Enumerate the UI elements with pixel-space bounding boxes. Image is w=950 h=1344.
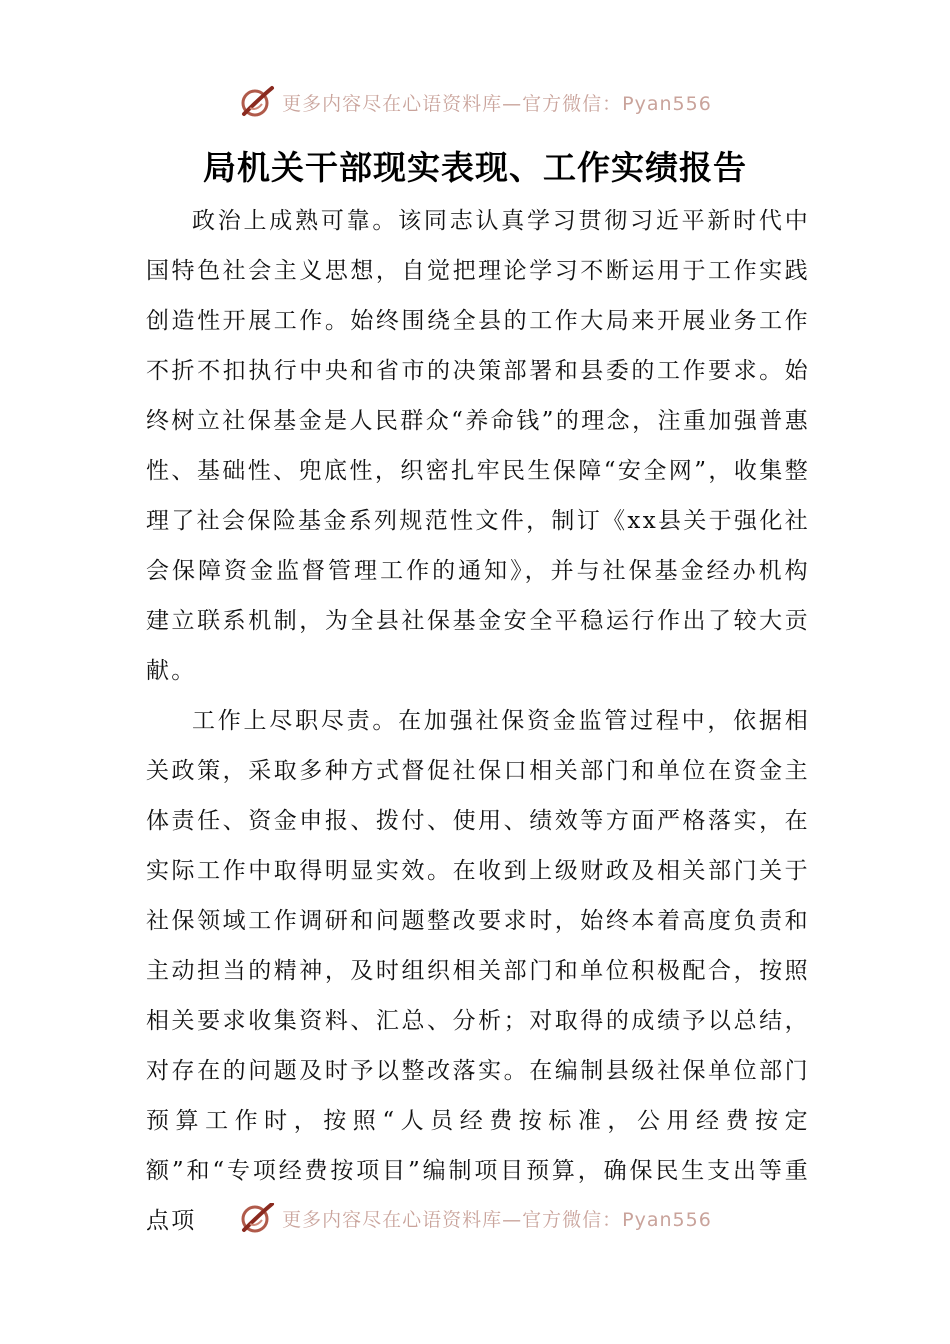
brush-pen-logo-icon [238,84,276,120]
header-watermark-banner [0,82,950,122]
document-body [146,196,810,1246]
header-watermark-text: 更多内容尽在心语资料库—官方微信：Pyan556 [282,92,712,115]
footer-watermark-banner [0,1203,950,1237]
paragraph-political: 政治上成熟可靠。该同志认真学习贯彻习近平新时代中国特色社会主义思想，自觉把理论学习不断运用于工作实践创造性开展工作。始终围绕全县的工作大局来开展业务工作不折不扣执行中央和省市的决策部署和县委的工作要求。始终树立社保基金是人民群众“养命钱”的理念，注重加强普惠性、基础性、兜底性，织密扎牢民生保障“安全网”，收集整理了社会保险基金系列规范性文件，制订《xx县关于强化社会保障资金监督管理工作的通知》，并与社保基金经办机构建立联系机制，为全县社保基金安全平稳运行作出了较大贡献。 [146,208,810,684]
document-title: 局机关干部现实表现、工作实绩报告 [203,148,747,187]
footer-watermark-text: 更多内容尽在心语资料库—官方微信：Pyan556 [282,1208,712,1231]
paragraph-work: 工作上尽职尽责。在加强社保资金监管过程中，依据相关政策，采取多种方式督促社保口相关部门和单位在资金主体责任、资金申报、拨付、使用、绩效等方面严格落实，在实际工作中取得明显实效。在收到上级财政及相关部门关于社保领域工作调研和问题整改要求时，始终本着高度负责和主动担当的精神，及时组织相关部门和单位积极配合，按照相关要求收集资料、汇总、分析；对取得的成绩予以总结，对存在的问题及时予以整改落实。在编制县级社保单位部门预算工作时，按照“人员经费按标准，公用经费按定额”和“专项经费按项目”编制项目预算，确保民生支出等重点项 [146,708,810,1234]
brush-pen-logo-icon [238,1203,276,1236]
